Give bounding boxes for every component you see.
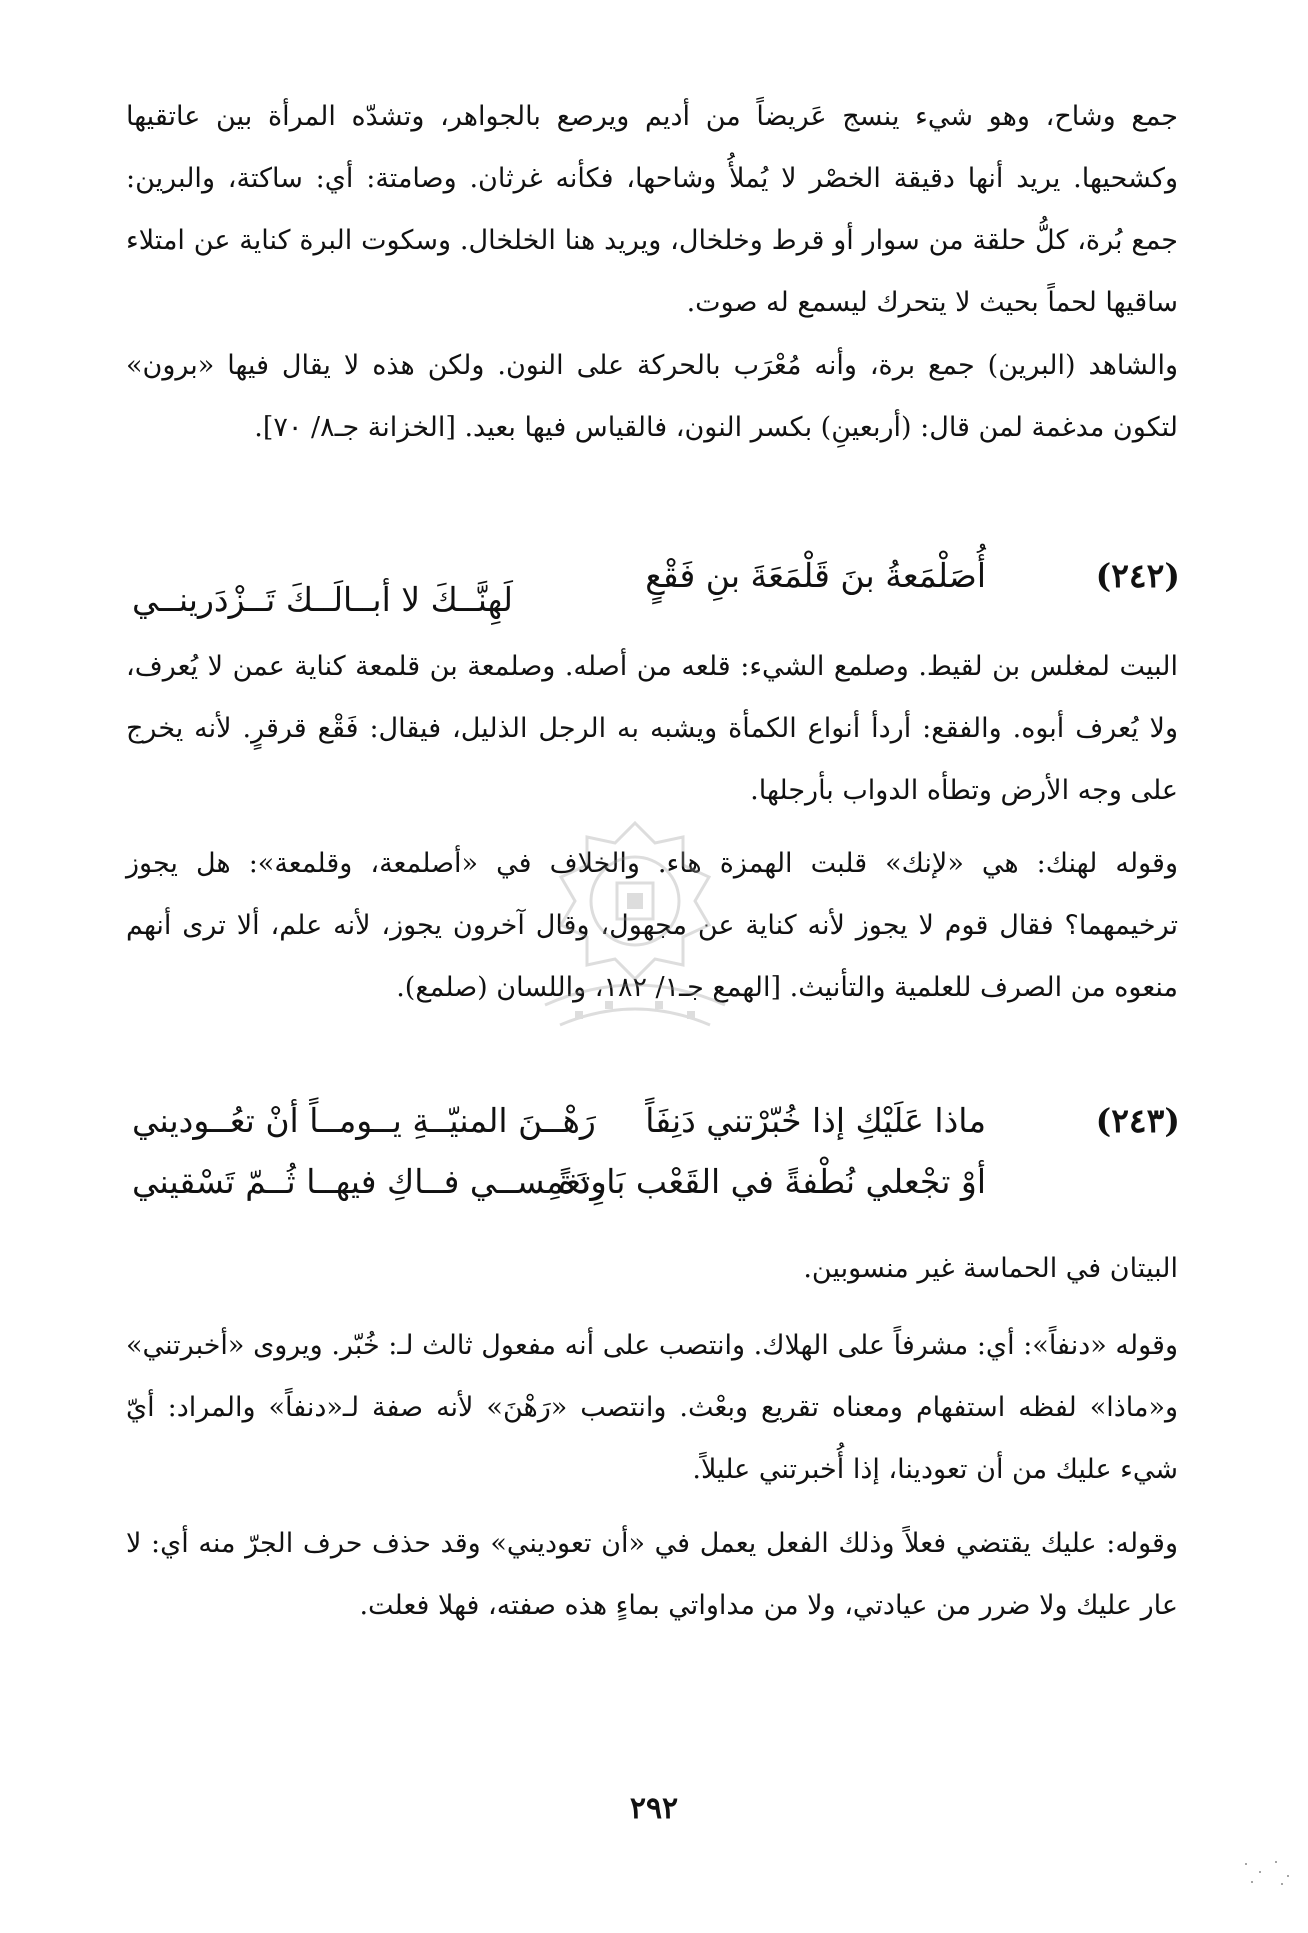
commentary-paragraph-6: وقوله «دنفاً»: أي: مشرفاً على الهلاك. وانتصب على أنه مفعول ثالث لـ: خُبّر. ويروى «أخبرتني» و«ماذا» لفظه استفهام ومعناه تقريع وبعْث. وانتصب «رَهْنَ» لأنه صفة لـ«دنفاً» والمراد: أيّ شيء عليك من أن تعودينا، إذا أُخبرتني عليلاً. — [126, 1330, 1178, 1485]
commentary-paragraph-1: جمع وشاح، وهو شيء ينسج عَريضاً من أديم ويرصع بالجواهر، وتشدّه المرأة بين عاتقيها وكشحيها. يريد أنها دقيقة الخصْر لا يُملأُ وشاحها، فكأنه غرثان. وصامتة: أي: ساكتة، والبرين: جمع بُرة، كلُّ حلقة من سوار أو قرط وخلخال، ويريد هنا الخلخال. وسكوت البرة كناية عن امتلاء ساقيها لحماً بحيث لا يتحرك ليسمع له صوت. — [126, 101, 1178, 318]
library-seal-watermark-icon — [505, 815, 765, 1045]
verse-243-line-2-hemistich-1: أوْ تجْعلي نُطْفةً في القَعْب بَارِدَةً — [558, 1162, 986, 1201]
verse-242-hemistich-2: لَهِنَّــكَ لا أبــالَــكَ تَــزْدَرينــي — [132, 580, 513, 619]
commentary-paragraph-5: البيتان في الحماسة غير منسوبين. — [803, 1253, 1178, 1284]
commentary-paragraph-2: والشاهد (البرين) جمع برة، وأنه مُعْرَب بالحركة على النون. ولكن هذه لا يقال فيها «برون» لتكون مدغمة لمن قال: (أربعينِ) بكسر النون، فالقياس فيها بعيد. [الخزانة جـ٨/ ٧٠]. — [126, 350, 1179, 443]
verse-242-hemistich-1: أُصَلْمَعةُ بنَ قَلْمَعَةَ بنِ فَقْعٍ — [645, 556, 986, 595]
commentary-paragraph-4: وقوله لهنك: هي «لإنك» قلبت الهمزة هاء. والخلاف في «أصلمعة، وقلمعة»: هل يجوز ترخيمهما؟ فقال قوم لا يجوز لأنه كناية عن مجهول، وقال آخرون يجوز، لأنه علم، ألا ترى أنهم منعوه من الصرف للعلمية والتأنيث. [الهمع جـ١/ ١٨٢، واللسان (صلمع). — [126, 848, 1178, 1003]
verse-242-number: (٢٤٢) — [1095, 556, 1180, 595]
verse-243-line-2-hemistich-2: وتغمِســي فــاكِ فيهــا ثُــمّ تَسْقيني — [132, 1162, 607, 1201]
scan-noise-specks — [1238, 1858, 1298, 1888]
verse-243-line-1-hemistich-2: رَهْــنَ المنيّــةِ يــومــاً أنْ تعُــوديني — [132, 1101, 596, 1140]
commentary-paragraph-7: وقوله: عليك يقتضي فعلاً وذلك الفعل يعمل في «أن تعوديني» وقد حذف حرف الجرّ منه أي: لا عار عليك ولا ضرر من عيادتي، ولا من مداواتي بماءٍ هذه صفته، فهلا فعلت. — [126, 1528, 1178, 1621]
page-number: ٢٩٢ — [629, 1791, 679, 1826]
verse-243-number: (٢٤٣) — [1095, 1101, 1180, 1140]
verse-243-line-1-hemistich-1: ماذا عَلَيْكِ إذا خُبّرْتني دَنِفَاً — [645, 1101, 986, 1140]
commentary-paragraph-3: البيت لمغلس بن لقيط. وصلمع الشيء: قلعه من أصله. وصلمعة بن قلمعة كناية عمن لا يُعرف، ولا يُعرف أبوه. والفقع: أردأ أنواع الكمأة ويشبه به الرجل الذليل، فيقال: فَقْع قرقرٍ. لأنه يخرج على وجه الأرض وتطأه الدواب بأرجلها. — [126, 651, 1178, 806]
